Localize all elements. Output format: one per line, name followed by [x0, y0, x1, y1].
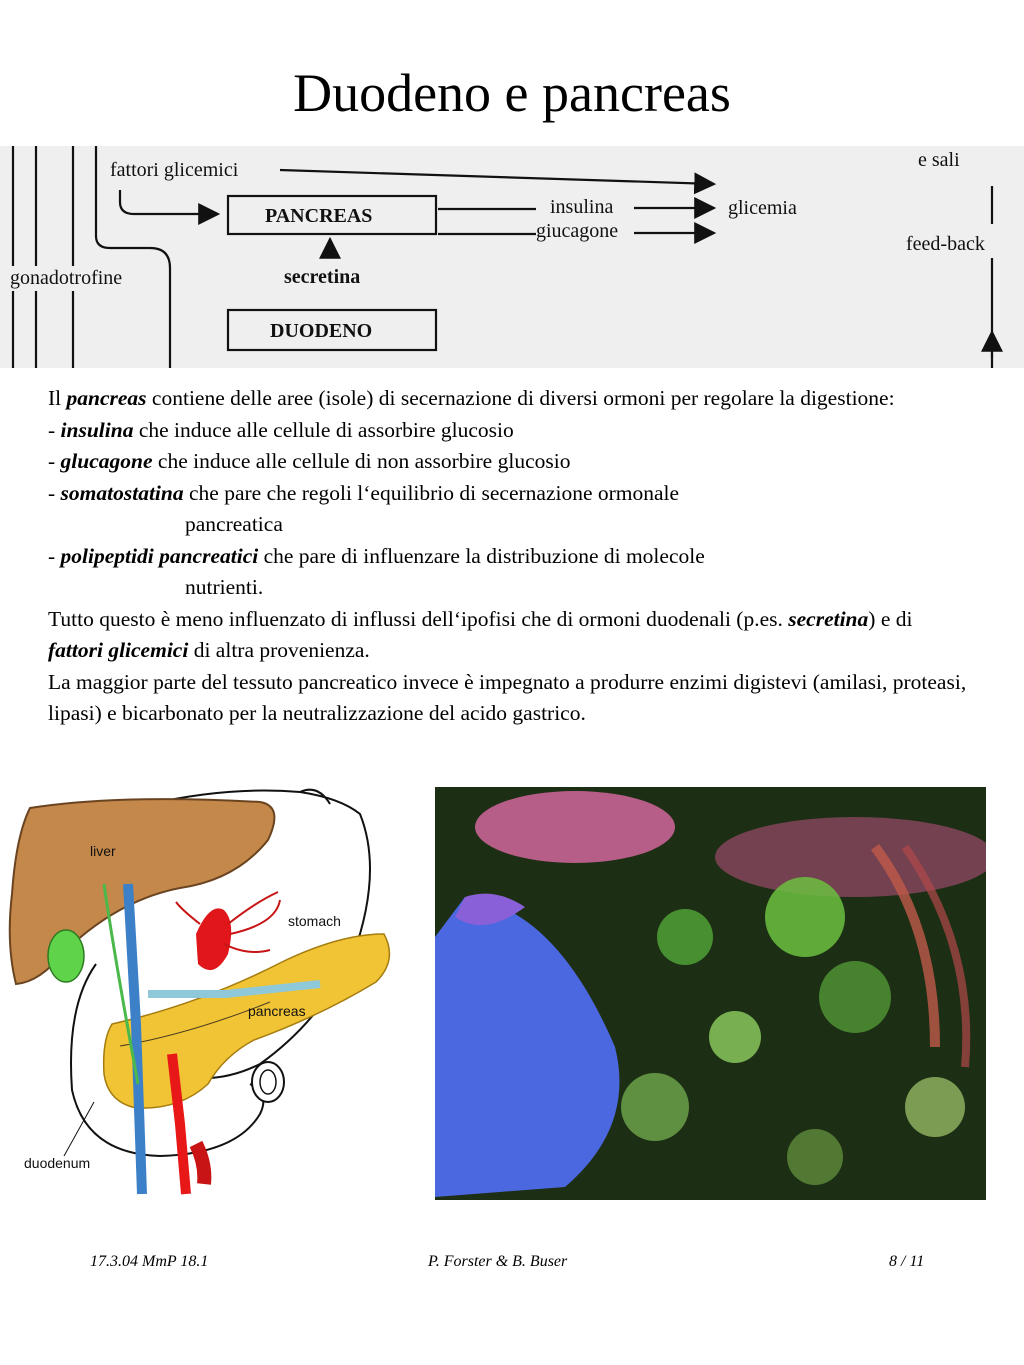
microscopy-image	[435, 787, 986, 1200]
label-giucagone: giucagone	[536, 220, 619, 242]
body-text	[48, 383, 968, 730]
label-duodeno-box: DUODENO	[270, 320, 373, 342]
anatomy-illustration	[0, 784, 440, 1204]
label-e-sali: e sali	[918, 149, 960, 171]
label-liver: liver	[90, 843, 116, 859]
list-item-glucagone: - glucagone che induce alle cellule di non assorbire glucosio	[48, 449, 571, 473]
paragraph-influence: Tutto questo è meno influenzato di influssi dell‘ipofisi che di ormoni duodenali (p.es. secretina) e di fattori glicemici di altra provenienza.	[48, 606, 913, 662]
label-pancreas-box: PANCREAS	[265, 205, 373, 227]
regulation-flow-diagram	[0, 146, 1024, 368]
list-item-insulina: - insulina che induce alle cellule di assorbire glucosio	[48, 417, 514, 442]
label-fattori-glicemici: fattori glicemici	[110, 159, 239, 181]
label-duodenum: duodenum	[24, 1155, 91, 1171]
paragraph-enzymes: La maggior parte del tessuto pancreatico invece è impegnato a produrre enzimi digistevi (amilasi, proteasi, lipasi) e bicarbonato per la neutralizzazione del acido gastrico.	[48, 669, 967, 725]
label-pancreas: pancreas	[248, 1003, 306, 1019]
footer-authors: P. Forster & B. Buser	[428, 1253, 568, 1270]
footer-date: 17.3.04 MmP 18.1	[90, 1253, 209, 1270]
label-insulina: insulina	[550, 196, 614, 218]
page-title: Duodeno e pancreas	[293, 63, 731, 123]
label-stomach: stomach	[288, 913, 341, 929]
list-item-somatostatina: - somatostatina che pare che regoli l‘equilibrio di secernazione ormonale	[48, 480, 680, 505]
list-item-polipeptidi-cont: nutrienti.	[185, 575, 264, 599]
label-secretina: secretina	[284, 266, 361, 288]
footer-page-number: 8 / 11	[889, 1253, 925, 1270]
list-item-somatostatina-cont: pancreatica	[185, 512, 283, 536]
label-gonadotrofine: gonadotrofine	[10, 267, 123, 289]
label-feed-back: feed-back	[906, 233, 985, 255]
list-item-polipeptidi: - polipeptidi pancreatici che pare di influenzare la distribuzione di molecole	[48, 543, 705, 568]
paragraph-intro: Il pancreas contiene delle aree (isole) di secernazione di diversi ormoni per regolare la digestione:	[48, 386, 895, 410]
label-glicemia: glicemia	[728, 197, 797, 219]
